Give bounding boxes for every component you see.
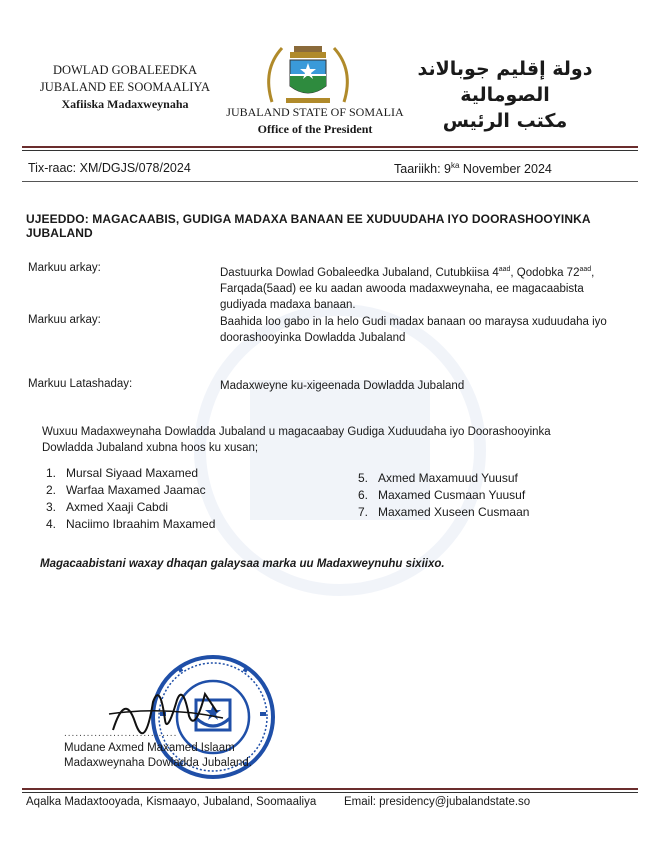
header-left-line3: Xafiiska Madaxweynaha bbox=[61, 97, 189, 111]
list-item: 1. Mursal Siyaad Maxamed bbox=[46, 466, 199, 480]
subject-line: UJEEDDO: MAGACAABIS, GUDIGA MADAXA BANAAN EE XUDUUDAHA IYO DOORASHOOYINKA JUBALAND bbox=[26, 212, 591, 240]
header-center-line2: Office of the President bbox=[257, 122, 373, 136]
signature-line: .............................. bbox=[64, 728, 178, 739]
footer-divider-thin bbox=[22, 792, 638, 793]
list-item: 7. Maxamed Xuseen Cusmaan bbox=[358, 505, 530, 519]
list-item: 2. Warfaa Maxamed Jaamac bbox=[46, 483, 206, 497]
footer-email: Email: presidency@jubalandstate.so bbox=[344, 796, 531, 808]
header-divider-thin bbox=[22, 150, 638, 151]
list-item: 4. Naciimo Ibraahim Maxamed bbox=[46, 517, 216, 531]
reference-number: Tix-raac: XM/DGJS/078/2024 bbox=[28, 161, 191, 175]
clause-1-label: Markuu arkay: bbox=[28, 262, 101, 274]
handwritten-signature bbox=[105, 672, 225, 752]
appointment-intro: Wuxuu Madaxweynaha Dowladda Jubaland u magacaabay Gudiga Xuduudaha iyo Doorashooyinka Dowladda Jubaland xubna hoos ku xusan; bbox=[42, 426, 551, 454]
footer-address: Aqalka Madaxtooyada, Kismaayo, Jubaland, Soomaaliya bbox=[26, 796, 317, 808]
ref-divider bbox=[22, 181, 638, 182]
clause-3-label: Markuu Latashaday: bbox=[28, 378, 133, 390]
header-left-line2: JUBALAND EE SOOMAALIYA bbox=[39, 80, 211, 94]
list-item: 6. Maxamed Cusmaan Yuusuf bbox=[358, 488, 526, 502]
header-right-line2: مكتب الرئيس bbox=[442, 110, 568, 132]
header-left-line1: DOWLAD GOBALEEDKA bbox=[52, 63, 198, 77]
footer-divider bbox=[22, 788, 638, 790]
members-list-right bbox=[358, 470, 529, 521]
list-item: 5. Axmed Maxamuud Yuusuf bbox=[358, 471, 518, 485]
jubaland-coat-of-arms-icon bbox=[260, 40, 356, 106]
signer-title: Madaxweynaha Dowladda Jubaland. bbox=[64, 757, 252, 769]
header-somali-block bbox=[30, 62, 220, 113]
closing-statement: Magacaabistani waxay dhaqan galaysaa marka uu Madaxweynuhu sixiixo. bbox=[40, 558, 445, 570]
clause-1-text: Dastuurka Dowlad Gobaleedka Jubaland, Cutubkiisa $4^{aad}$, Qodobka $72^{aad}$, Farqada(5aad) ee ku aadan awooda madaxweynaha, ee magacaabista gudiyada madaxa banaan. bbox=[220, 266, 595, 311]
header-arabic-block bbox=[380, 56, 630, 134]
document-date: Taariikh: $9^{ka}$ November 2024 bbox=[394, 161, 552, 177]
signer-block bbox=[64, 741, 252, 771]
header-right-line1: دولة إقليم جوبالاند الصومالية bbox=[417, 58, 593, 106]
signer-name: Mudane Axmed Maxamed Islaam bbox=[64, 742, 235, 754]
list-item: 3. Axmed Xaaji Cabdi bbox=[46, 500, 169, 514]
clause-2-label: Markuu arkay: bbox=[28, 314, 101, 326]
clause-3-text: Madaxweyne ku-xigeenada Dowladda Jubaland bbox=[220, 380, 465, 392]
clause-2-text: Baahida loo gabo in la helo Gudi madax banaan oo maraysa xuduudaha iyo doorashooyinka Dowladda Jubaland bbox=[220, 316, 607, 344]
members-list-left bbox=[46, 465, 215, 533]
header-divider bbox=[22, 146, 638, 148]
header-center-line1: JUBALAND STATE OF SOMALIA bbox=[226, 105, 404, 119]
